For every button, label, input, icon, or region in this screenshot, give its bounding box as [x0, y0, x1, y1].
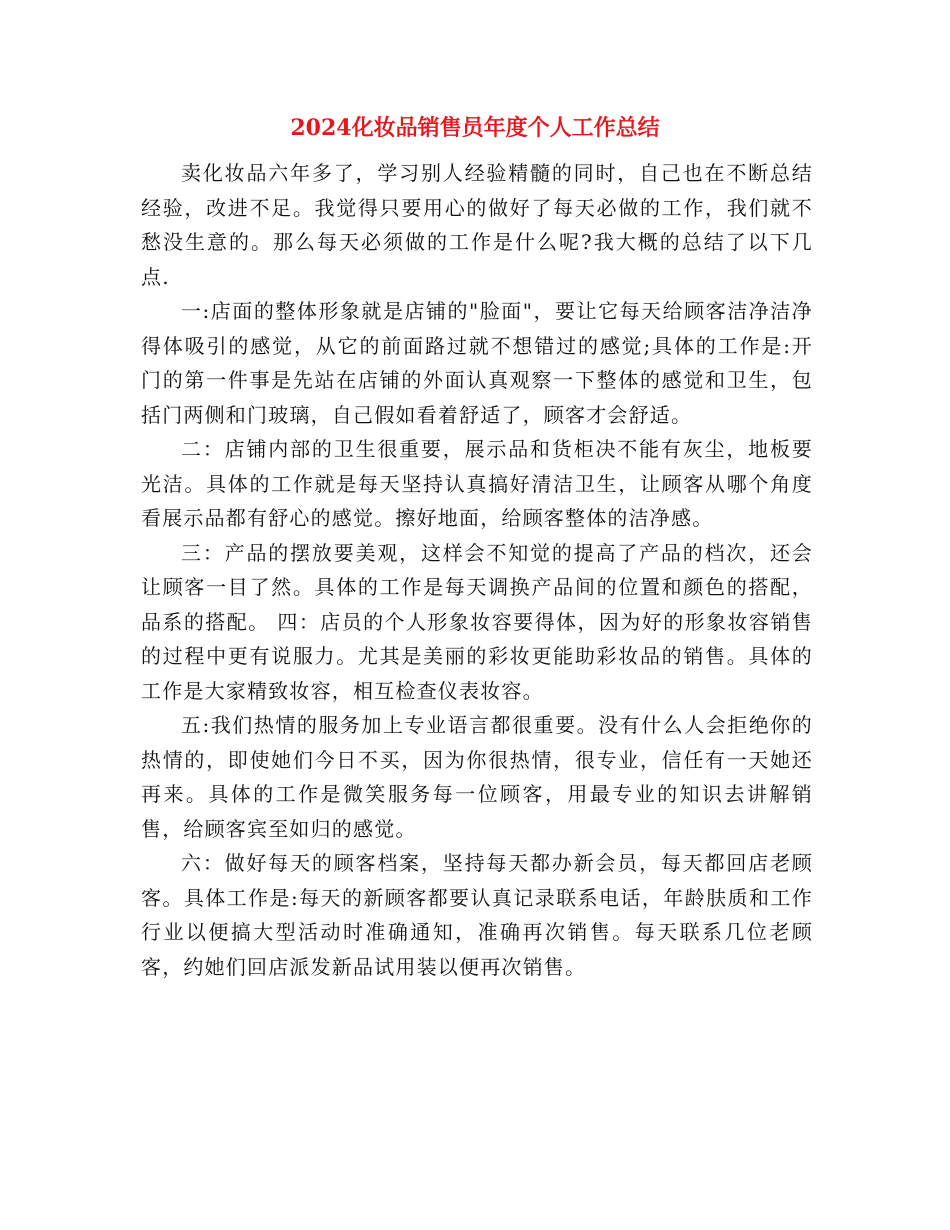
paragraph-customer-records: 六：做好每天的顾客档案，坚持每天都办新会员，每天都回店老顾客。具体工作是:每天的新顾客都要认真记录联系电话，年龄肤质和工作行业以便搞大型活动时准确通知，准确再次销售。每天联系几位老顾客，约她们回店派发新品试用装以便再次销售。: [141, 851, 813, 979]
document-body: [141, 156, 813, 984]
document-title: 2024化妆品销售员年度个人工作总结: [290, 115, 660, 141]
paragraph-display-and-appearance: 三：产品的摆放要美观，这样会不知觉的提高了产品的档次，还会让顾客一目了然。具体的工作是每天调换产品间的位置和颜色的搭配，品系的搭配。 四：店员的个人形象妆容要得体，因为好的形象妆容销售的过程中更有说服力。尤其是美丽的彩妆更能助彩妆品的销售。具体的工作是大家精致妆容，相互检查仪表妆容。: [141, 540, 813, 703]
paragraph-storefront: 一:店面的整体形象就是店铺的"脸面"，要让它每天给顾客洁净洁净得体吸引的感觉，从它的前面路过就不想错过的感觉;具体的工作是:开门的第一件事是先站在店铺的外面认真观察一下整体的感觉和卫生，包括门两侧和门玻璃，自己假如看着舒适了，顾客才会舒适。: [141, 299, 813, 427]
paragraph-service: 五:我们热情的服务加上专业语言都很重要。没有什么人会拒绝你的热情的，即使她们今日不买，因为你很热情，很专业，信任有一天她还再来。具体的工作是微笑服务每一位顾客，用最专业的知识去讲解销售，给顾客宾至如归的感觉。: [141, 713, 813, 841]
paragraph-intro: 卖化妆品六年多了，学习别人经验精髓的同时，自己也在不断总结经验，改进不足。我觉得只要用心的做好了每天必做的工作，我们就不愁没生意的。那么每天必须做的工作是什么呢?我大概的总结了以下几点.: [141, 161, 813, 289]
paragraph-interior-hygiene: 二：店铺内部的卫生很重要，展示品和货柜决不能有灰尘，地板要光洁。具体的工作就是每天坚持认真搞好清洁卫生，让顾客从哪个角度看展示品都有舒心的感觉。擦好地面，给顾客整体的洁净感。: [141, 437, 813, 530]
